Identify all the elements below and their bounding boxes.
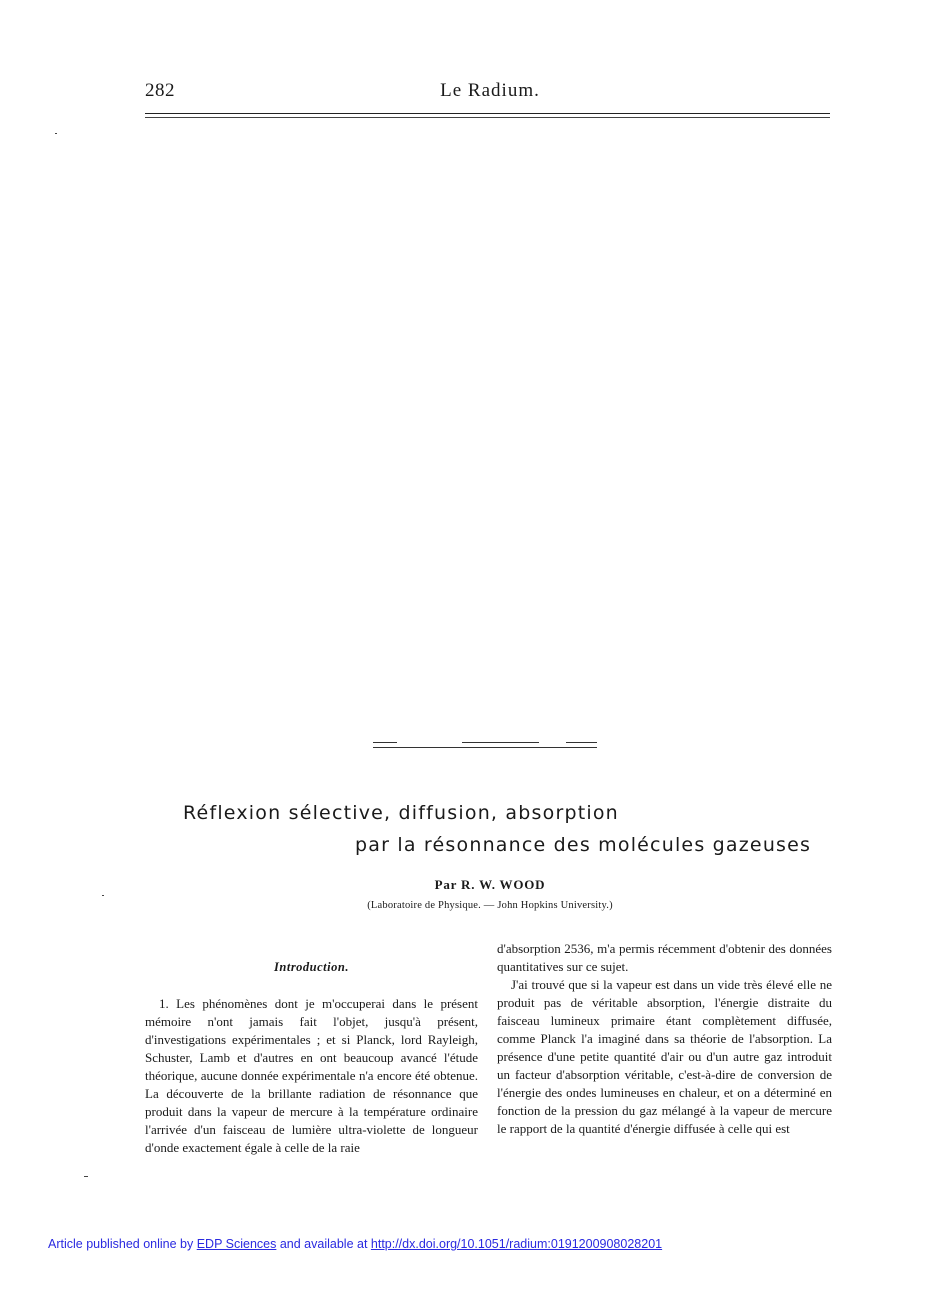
separator-rule-center (462, 742, 539, 743)
article-title-line-1: Réflexion sélective, diffusion, absorption (183, 802, 619, 824)
section-heading: Introduction. (274, 960, 349, 974)
footer-prefix-text: Article published online by (48, 1237, 197, 1251)
header-rule (145, 113, 830, 114)
author-byline: Par R. W. WOOD (434, 877, 546, 892)
body-paragraph: 1. Les phénomènes dont je m'occuperai dans le présent mémoire n'ont jamais fait l'objet, jusqu'à présent, d'investigations expérimentales ; et si Planck, lord Rayleigh, Schuster, Lamb et d'autres en ont beaucoup avancé l'étude théorique, aucune donnée expérimentale n'a encore été obtenue. La découverte de la brillante radiation de résonnance que produit dans la vapeur de mercure à la température ordinaire l'arrivée d'un faisceau de lumière ultra-violette de longueur d'onde exactement égale à celle de la raie (145, 996, 478, 1155)
author-affiliation: (Laboratoire de Physique. — John Hopkins University.) (367, 900, 613, 911)
running-header-title: Le Radium. (440, 80, 540, 101)
scan-speck (55, 133, 57, 134)
body-paragraph: J'ai trouvé que si la vapeur est dans un vide très élevé elle ne produit pas de véritable absorption, l'énergie distraite du faisceau lumineux primaire étant complètement diffusée, comme Planck l'a imaginé dans sa théorie de l'absorption. La présence d'une petite quantité d'air ou d'un autre gaz introduit un facteur d'absorption véritable, c'est-à-dire de conversion de l'énergie des ondes lumineuses en chaleur, et on a déterminé en fonction de la pression du gaz mélangé à la vapeur de mercure le rapport de la quantité d'énergie diffusée à celle qui est (497, 977, 832, 1136)
separator-rule-long (373, 747, 597, 748)
doi-link[interactable]: http://dx.doi.org/10.1051/radium:0191200908028201 (370, 1237, 663, 1251)
left-column (145, 958, 478, 1157)
separator-rule-left (373, 742, 397, 743)
page-number: 282 (145, 80, 175, 101)
separator-rule-right (566, 742, 597, 743)
scan-speck (102, 895, 104, 896)
body-paragraph: d'absorption 2536, m'a permis récemment d'obtenir des données quantitatives sur ce sujet. (497, 941, 832, 974)
scan-speck (84, 1176, 88, 1177)
header-rule-secondary (145, 117, 830, 118)
publisher-link[interactable]: EDP Sciences (196, 1237, 277, 1251)
right-column (497, 940, 832, 1138)
publication-footer (48, 1237, 662, 1251)
article-title-line-2: par la résonnance des molécules gazeuses (355, 834, 812, 856)
footer-middle-text: and available at (276, 1237, 371, 1251)
